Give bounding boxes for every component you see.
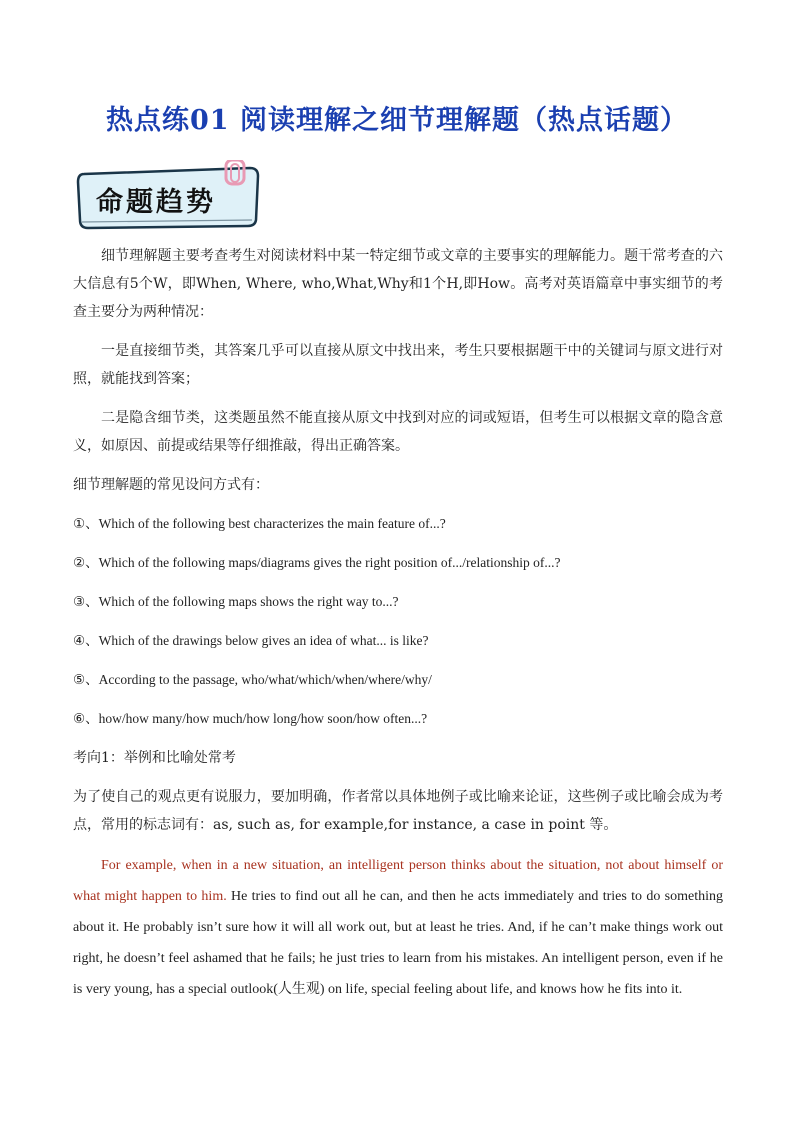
- intro-paragraph: 细节理解题主要考查考生对阅读材料中某一特定细节或文章的主要事实的理解能力。题干常考查的六大信息有5个W，即When, Where, who,What,Why和1个H,即How。高考对英语篇章中事实细节的考查主要分为两种情况：: [73, 248, 723, 320]
- question-form: ④、Which of the drawings below gives an idea of what... is like?: [73, 633, 429, 648]
- example-paragraph: [73, 850, 723, 1005]
- section-banner: [74, 160, 262, 232]
- intro-paragraph: 二是隐含细节类，这类题虽然不能直接从原文中找到对应的词或短语，但考生可以根据文章的隐含意义，如原因、前提或结果等仔细推敲，得出正确答案。: [73, 410, 723, 454]
- example-highlight: For example, when in a new situation, an intelligent person thinks about the situation, not about himself or what might happen to him.: [73, 858, 723, 904]
- question-form: ①、Which of the following best characterizes the main feature of...?: [73, 516, 446, 531]
- banner-title: 命题趋势: [96, 187, 216, 218]
- section-heading: 考向1：举例和比喻处常考: [73, 750, 236, 766]
- question-form: ③、Which of the following maps shows the right way to...?: [73, 594, 399, 609]
- example-rest: He tries to find out all he can, and then he acts immediately and tries to do something about it. He probably isn’t sure how it will all work out, but at least he tries. And, if he can’t make things work out right, he doesn’t feel ashamed that he fails; he just tries to learn from his mistakes. An intelligent person, even if he is very young, has a special outlook(人生观) on life, special feeling about life, and knows how he fits into it.: [73, 889, 723, 997]
- question-form: ②、Which of the following maps/diagrams gives the right position of.../relationship of...?: [73, 555, 561, 570]
- section-text: 为了使自己的观点更有说服力，要加明确，作者常以具体地例子或比喻来论证，这些例子或比喻会成为考点，常用的标志词有：as, such as, for example,for instance, a case in point 等。: [73, 789, 723, 833]
- question-form: ⑤、According to the passage, who/what/which/when/where/why/: [73, 672, 432, 687]
- page-title: 热点练01 阅读理解之细节理解题（热点话题）: [106, 105, 688, 136]
- question-form: ⑥、how/how many/how much/how long/how soon/how often...?: [73, 711, 428, 726]
- question-heading: 细节理解题的常见设问方式有：: [73, 477, 269, 493]
- intro-paragraph: 一是直接细节类，其答案几乎可以直接从原文中找出来，考生只要根据题干中的关键词与原文进行对照，就能找到答案；: [73, 343, 723, 387]
- document-body: [73, 242, 723, 1016]
